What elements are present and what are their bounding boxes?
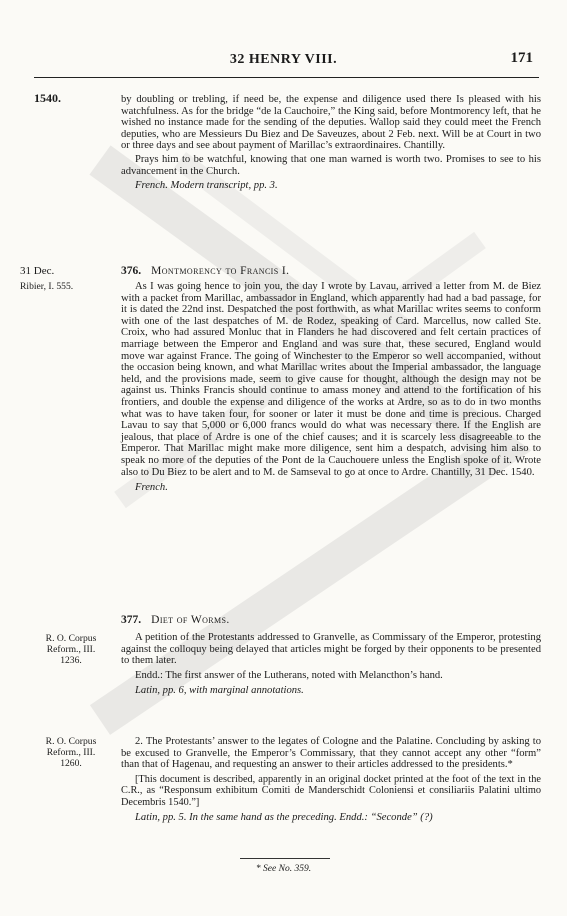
entry-number: 377. [121,614,142,626]
endorsement: Endd.: The first answer of the Lutherans, noted with Melancthon’s hand. [135,669,443,681]
continuation-block [121,94,541,192]
entry-heading [121,614,541,626]
entry-body [121,632,541,697]
entry-heading [121,265,541,277]
marginal-reference: R. O. Corpus Reform., III. 1260. [45,736,97,769]
continuation-paragraph: by doubling or trebling, if need be, the expense and diligence used there Is pleased with his watchfulness. As for the bridge “de la Cauchoire,” the King said, before Montmorency left, that he wished no instance made for the sending of the deputies. Wallop said they could meet the French deputies, who are Messieurs Du Biez and De Saveuzes, about 2 Feb. next. Will be at Court in two or three days and see about payment of Marillac’s extraordinaires. Chantilly. [121,94,541,152]
marginal-reference: Ribier, I. 555. [20,281,74,292]
footnote: * See No. 359. [255,864,312,874]
entry-date: 31 Dec. [20,265,55,277]
source-note: Latin, pp. 6, with marginal annotations. [135,685,304,697]
source-note: French. [135,482,168,494]
editorial-note: [This document is described, apparently in an original docket printed at the foot of the text in the C.R., as “Responsum exhibitum Comiti de Manderschidt Coloniensi et consiliariis Palatini ultimo Decembris 1540.”] [121,773,541,808]
year-label: 1540. [34,91,61,105]
source-note: French. Modern transcript, pp. 3. [135,180,278,192]
running-title: 32 HENRY VIII. [229,52,338,67]
entry-number: 376. [121,265,142,277]
entry-paragraph: 2. The Protestants’ answer to the legates of Cologne and the Palatine. Concluding by asking to be excused to Granvelle, the Emperor’s Commissary, that they cannot accept any other “form” than that of Hagenau, and requesting an answer to their articles addressed to the presidents.* [121,736,541,771]
source-note: Latin, pp. 5. In the same hand as the preceding. Endd.: “Seconde” (?) [135,811,433,823]
entry-body [121,281,541,494]
entry-paragraph: A petition of the Protestants addressed to Granvelle, as Commissary of the Emperor, protesting against the colloquy being delayed that articles might be forged by their opponents to be presented to them later. [121,632,541,667]
entry-title: Montmorency to Francis I. [151,265,290,277]
page-number: 171 [510,50,533,66]
continuation-paragraph: Prays him to be watchful, knowing that one man warned is worth two. Promises to see to his advancement in the Church. [121,153,541,177]
footnote-rule [240,858,330,859]
header-rule [34,77,539,78]
marginal-reference: R. O. Corpus Reform., III. 1236. [45,633,97,666]
entry-title: Diet of Worms. [151,614,230,626]
running-header [0,52,567,72]
entry-body [121,736,541,823]
entry-paragraph: As I was going hence to join you, the day I wrote by Lavau, arrived a letter from M. de Biez with a packet from Marillac, ambassador in England, which apparently had had a bad passage, for it is dated the 22nd inst. Despatched the post forthwith, as what Marillac writes seems to conform with one of the last despatches of M. de Rodez, speaking of Card. Marcellus, now called Ste. Croix, who had assured Monluc that in Flanders he had discovered and felt certain practices of marriage between the Emperor and England and was sure that, these secured, England would move war against France. The going of Winchester to the Emperor so well accompanied, without the occasion being known, and what Marillac writes about the Imperial ambassador, the language held, and the provisions made, seem to give cause for thought, although the design may not be against us. Thinks Francis should continue to amass money and attend to the fortification of his frontiers, and double the expense and diligence of the works at Ardre, so as to do in two months what was to have taken four, for sooner or later it must be done and time is precious. Charged Lavau to say that 5,000 or 6,000 francs would do what was necessary there. If the English are jealous, that place of Ardre is one of the chief causes; and it is scarcely less disagreeable to the Emperor. That Marillac might make more diligence, sent him a despatch, advising him also to speak no more of the deputies of the Pont de la Cauchouere unless the English spoke of it. Wrote also to Du Biez to be alert and to M. de Samseval to go at once to Ardre. Chantilly, 31 Dec. 1540. [121,281,541,478]
